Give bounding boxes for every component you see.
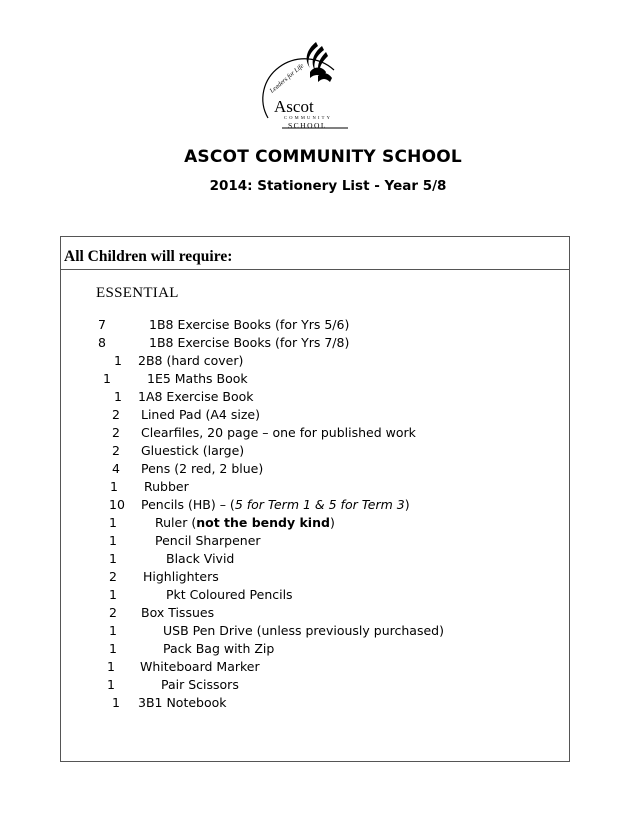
school-logo xyxy=(248,38,354,134)
item-desc: Pens (2 red, 2 blue) xyxy=(141,461,264,476)
page-subtitle: 2014: Stationery List - Year 5/8 xyxy=(209,178,447,194)
item-qty: 1 xyxy=(109,533,117,548)
item-qty: 1 xyxy=(103,371,111,386)
item-qty: 1 xyxy=(114,353,122,368)
item-qty: 1 xyxy=(110,479,118,494)
item-qty: 1 xyxy=(107,659,115,674)
item-desc: Lined Pad (A4 size) xyxy=(141,407,260,422)
item-qty: 2 xyxy=(109,569,117,584)
logo-motto: Leaders for Life xyxy=(268,62,306,95)
box-heading: All Children will require: xyxy=(64,248,233,265)
requirements-box xyxy=(60,236,570,762)
item-qty: 4 xyxy=(112,461,120,476)
logo-name: Ascot xyxy=(274,97,314,116)
item-desc: Rubber xyxy=(144,479,189,494)
item-qty: 1 xyxy=(107,677,115,692)
item-desc: Pencil Sharpener xyxy=(155,533,261,548)
item-desc: 3B1 Notebook xyxy=(138,695,227,710)
item-desc: Highlighters xyxy=(143,569,219,584)
item-qty: 1 xyxy=(114,389,122,404)
item-desc: USB Pen Drive (unless previously purchased) xyxy=(163,623,444,638)
item-qty: 1 xyxy=(109,641,117,656)
item-desc: Box Tissues xyxy=(141,605,215,620)
item-qty: 1 xyxy=(109,551,117,566)
item-desc: Pack Bag with Zip xyxy=(163,641,275,656)
item-qty: 1 xyxy=(109,623,117,638)
item-qty: 2 xyxy=(112,425,120,440)
item-desc: Pkt Coloured Pencils xyxy=(166,587,293,602)
item-qty: 10 xyxy=(109,497,125,512)
item-desc: 1B8 Exercise Books (for Yrs 5/6) xyxy=(149,317,350,332)
item-desc: Black Vivid xyxy=(166,551,235,566)
item-desc: 1B8 Exercise Books (for Yrs 7/8) xyxy=(149,335,350,350)
logo-community: COMMUNITY xyxy=(284,115,333,120)
item-qty: 1 xyxy=(112,695,120,710)
item-qty: 8 xyxy=(98,335,106,350)
item-qty: 1 xyxy=(109,587,117,602)
item-desc: Clearfiles, 20 page – one for published work xyxy=(141,425,416,440)
item-qty: 7 xyxy=(98,317,106,332)
box-header xyxy=(61,237,569,270)
item-desc: Ruler (not the bendy kind) xyxy=(155,515,335,530)
item-desc: Gluestick (large) xyxy=(141,443,245,458)
item-desc: 2B8 (hard cover) xyxy=(138,353,244,368)
item-qty: 2 xyxy=(112,443,120,458)
page-title: ASCOT COMMUNITY SCHOOL xyxy=(184,147,462,167)
item-desc: Whiteboard Marker xyxy=(140,659,260,674)
item-desc: Pair Scissors xyxy=(161,677,239,692)
item-desc: Pencils (HB) – (5 for Term 1 & 5 for Term 3) xyxy=(141,497,410,512)
item-desc: 1E5 Maths Book xyxy=(147,371,248,386)
logo-school: SCHOOL xyxy=(288,121,328,130)
item-qty: 2 xyxy=(112,407,120,422)
item-qty: 2 xyxy=(109,605,117,620)
item-desc: 1A8 Exercise Book xyxy=(138,389,254,404)
section-essential: ESSENTIAL xyxy=(96,285,179,301)
item-qty: 1 xyxy=(109,515,117,530)
